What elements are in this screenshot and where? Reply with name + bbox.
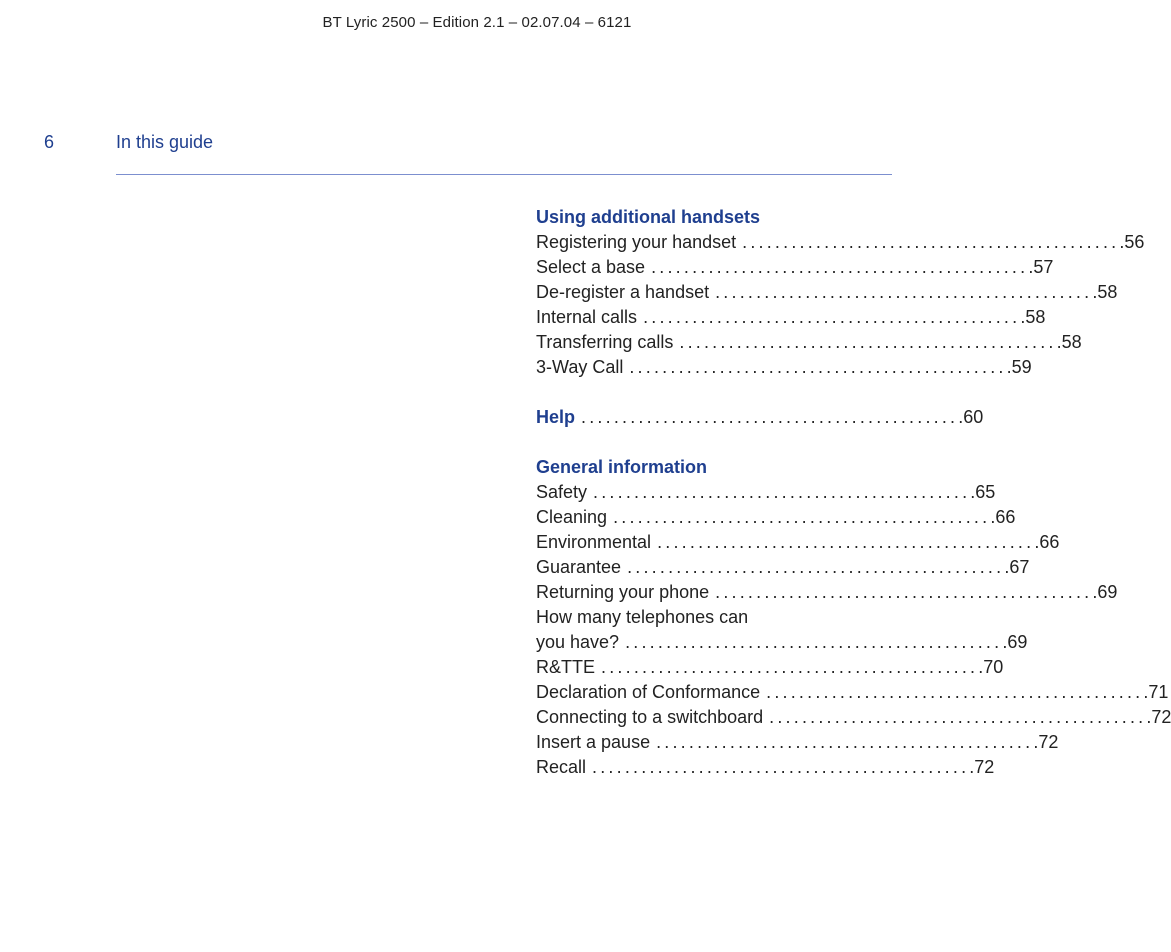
toc-entry-safety[interactable] (536, 480, 996, 505)
dot-leader: .............................................. (625, 632, 1003, 652)
dot-leader: .............................................. (613, 507, 991, 527)
toc-entry-label: Insert a pause (536, 732, 651, 752)
document-header: BT Lyric 2500 – Edition 2.1 – 02.07.04 – 6121 (322, 14, 632, 31)
dot-leader: .............................................. (593, 482, 971, 502)
toc-entry-label: Cleaning (536, 507, 608, 527)
header-divider (116, 174, 892, 175)
dot-leader: .............................................. (715, 282, 1093, 302)
toc-entry-internal-calls[interactable] (536, 305, 1046, 330)
toc-entry-page: .59 (1006, 357, 1032, 377)
toc-entry-deregister-handset[interactable] (536, 280, 1118, 305)
section-spacer (536, 430, 889, 455)
toc-entry-connecting-switchboard[interactable] (536, 705, 1171, 730)
dot-leader: .............................................. (679, 332, 1057, 352)
toc-entry-declaration-of-conformance[interactable] (536, 680, 1169, 705)
toc-entry-page: .57 (1028, 257, 1054, 277)
toc-entry-returning-phone[interactable] (536, 580, 1118, 605)
dot-leader: .............................................. (627, 557, 1005, 577)
dot-leader: .............................................. (657, 532, 1035, 552)
toc-entry-recall[interactable] (536, 755, 995, 780)
toc-entry-page: .67 (1004, 557, 1030, 577)
dot-leader: .............................................. (592, 757, 970, 777)
toc-entry-page: .69 (1002, 632, 1028, 652)
toc-entry-page: .72 (1146, 707, 1171, 727)
toc-entry-label: Guarantee (536, 557, 622, 577)
dot-leader: .............................................. (656, 732, 1034, 752)
toc-entry-label: Connecting to a switchboard (536, 707, 764, 727)
dot-leader: .............................................. (766, 682, 1144, 702)
toc-entry-label: Declaration of Conformance (536, 682, 761, 702)
section-heading-additional-handsets: Using additional handsets (536, 207, 761, 227)
toc-entry-guarantee[interactable] (536, 555, 1030, 580)
toc-entry-label: Transferring calls (536, 332, 674, 352)
toc-entry-page: .60 (958, 407, 984, 427)
toc-entry-how-many-telephones-line-1[interactable]: How many telephones can (536, 607, 749, 627)
toc-entry-select-base[interactable] (536, 255, 1054, 280)
toc-entry-label: Registering your handset (536, 232, 737, 252)
dot-leader: .............................................. (601, 657, 979, 677)
toc-entry-page: .66 (1034, 532, 1060, 552)
toc-entry-rtte[interactable] (536, 655, 1004, 680)
toc-entry-page: .66 (990, 507, 1016, 527)
toc-entry-transferring-calls[interactable] (536, 330, 1082, 355)
toc-entry-page: .72 (1033, 732, 1059, 752)
toc-entry-3-way-call[interactable] (536, 355, 1032, 380)
section-heading-general-information: General information (536, 457, 708, 477)
page-title: In this guide (116, 132, 214, 152)
dot-leader: .............................................. (715, 582, 1093, 602)
dot-leader: .............................................. (629, 357, 1007, 377)
toc-entry-label: Returning your phone (536, 582, 710, 602)
toc-entry-insert-pause[interactable] (536, 730, 1059, 755)
dot-leader: .............................................. (769, 707, 1147, 727)
toc-entry-label: Select a base (536, 257, 646, 277)
dot-leader: .............................................. (651, 257, 1029, 277)
toc-entry-label: Safety (536, 482, 588, 502)
toc-entry-how-many-telephones[interactable] (536, 630, 1028, 655)
toc-entry-page: .65 (970, 482, 996, 502)
page-number: 6 (44, 132, 55, 152)
toc-entry-page: .56 (1119, 232, 1145, 252)
toc-entry-environmental[interactable] (536, 530, 1060, 555)
toc-entry-page: .58 (1020, 307, 1046, 327)
toc-entry-label: you have? (536, 632, 620, 652)
dot-leader: .............................................. (742, 232, 1120, 252)
toc-entry-help[interactable] (536, 405, 984, 430)
toc-entry-label: 3-Way Call (536, 357, 624, 377)
toc-entry-label: Environmental (536, 532, 652, 552)
toc-entry-page: .58 (1056, 332, 1082, 352)
toc-entry-label: Internal calls (536, 307, 638, 327)
dot-leader: .............................................. (581, 407, 959, 427)
toc-entry-label: R&TTE (536, 657, 596, 677)
dot-leader: .............................................. (643, 307, 1021, 327)
toc-entry-cleaning[interactable] (536, 505, 1016, 530)
toc-entry-label: De-register a handset (536, 282, 710, 302)
section-heading-help: Help (536, 407, 576, 427)
table-of-contents (536, 205, 1171, 780)
toc-entry-page: .69 (1092, 582, 1118, 602)
toc-entry-page: .58 (1092, 282, 1118, 302)
toc-entry-page: .72 (969, 757, 995, 777)
toc-entry-registering-handset[interactable] (536, 230, 1145, 255)
toc-entry-page: .71 (1143, 682, 1169, 702)
section-spacer (536, 380, 889, 405)
toc-entry-page: .70 (978, 657, 1004, 677)
toc-entry-label: Recall (536, 757, 587, 777)
